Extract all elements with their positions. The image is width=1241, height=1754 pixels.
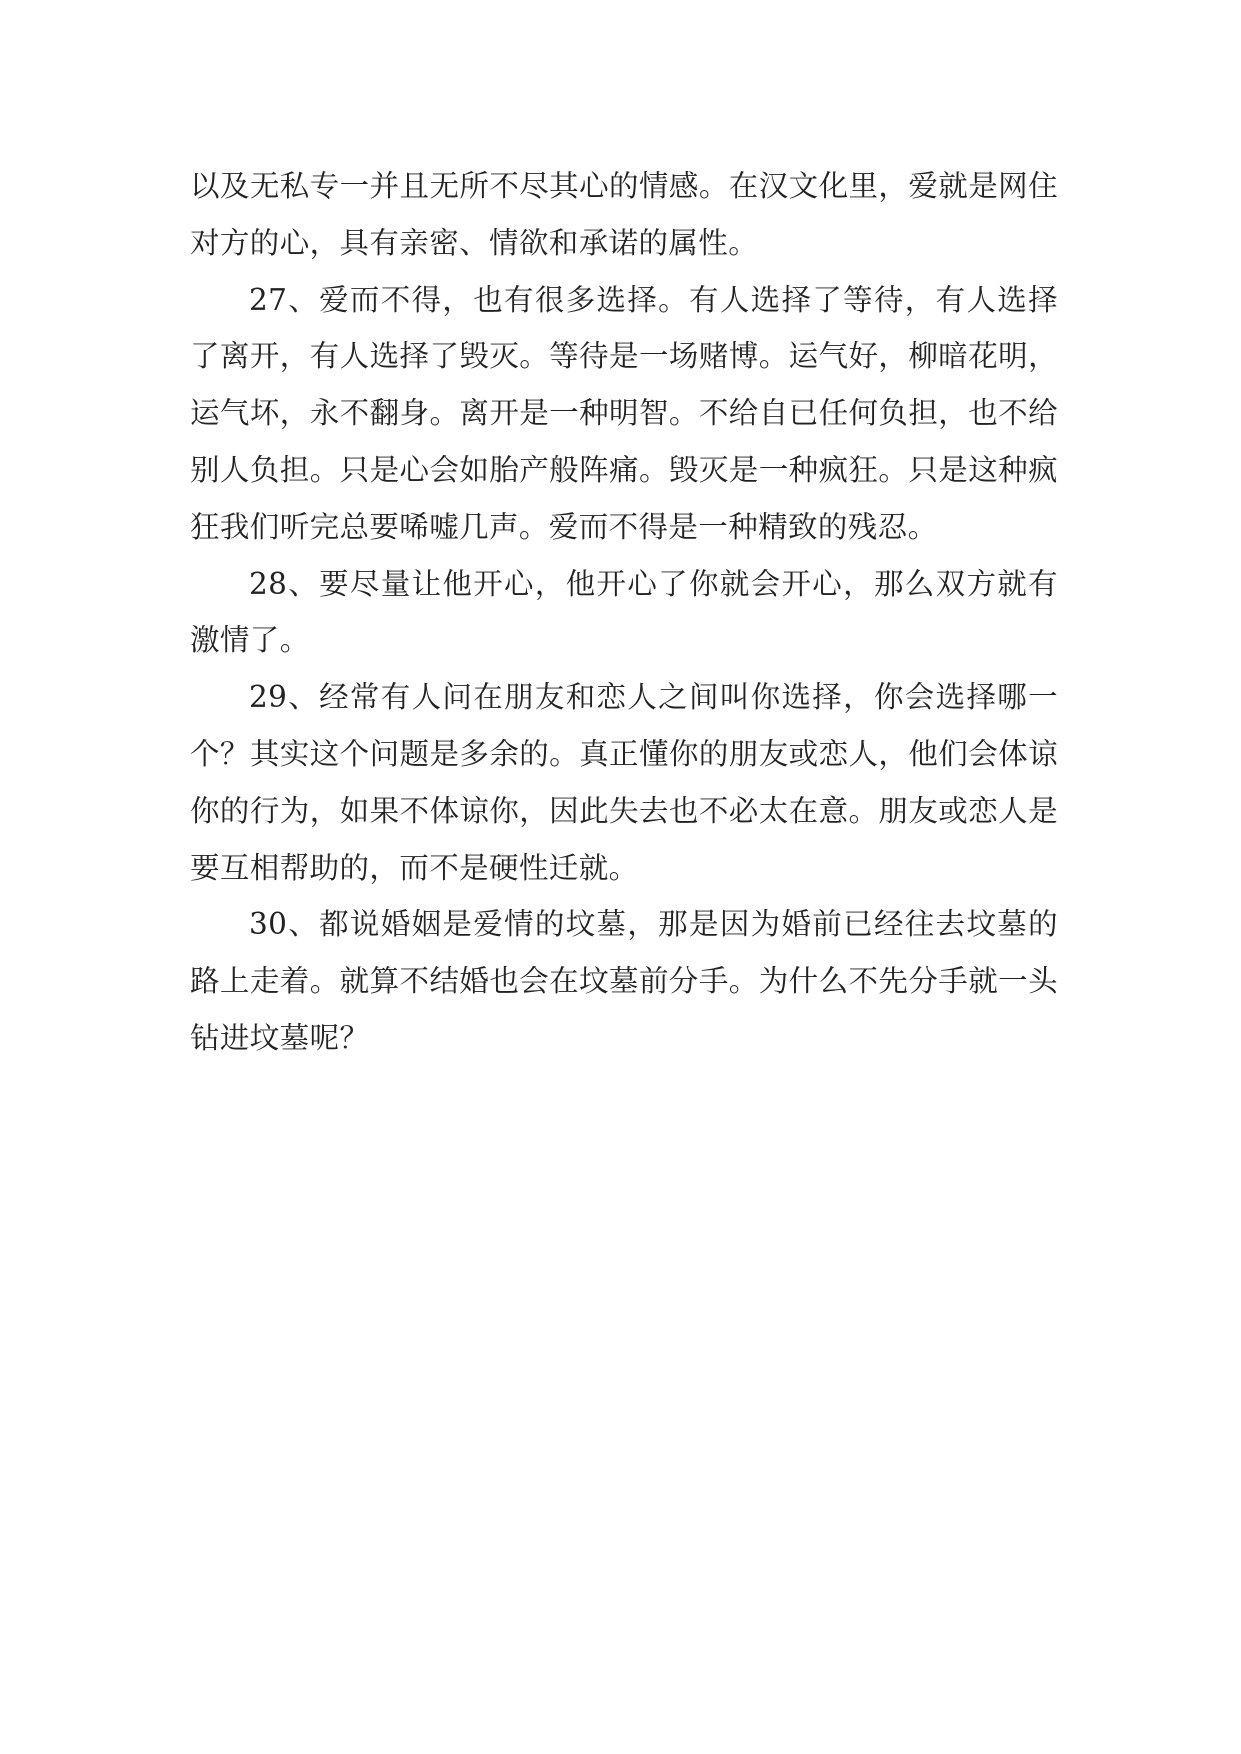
paragraph-continuation: 以及无私专一并且无所不尽其心的情感。在汉文化里，爱就是网住对方的心，具有亲密、情欲和承诺的属性。 bbox=[190, 169, 1058, 260]
paragraph-item-29: 29、经常有人问在朋友和恋人之间叫你选择，你会选择哪一个？其实这个问题是多余的。真正懂你的朋友或恋人，他们会体谅你的行为，如果不体谅你，因此失去也不必太在意。朋友或恋人是要互相帮助的，而不是硬性迁就。 bbox=[190, 680, 1058, 885]
paragraph-item-27: 27、爱而不得，也有很多选择。有人选择了等待，有人选择了离开，有人选择了毁灭。等待是一场赌博。运气好，柳暗花明，运气坏，永不翻身。离开是一种明智。不给自已任何负担，也不给别人负担。只是心会如胎产般阵痛。毁灭是一种疯狂。只是这种疯狂我们听完总要唏嘘几声。爱而不得是一种精致的残忍。 bbox=[190, 282, 1058, 544]
paragraph-item-30: 30、都说婚姻是爱情的坟墓，那是因为婚前已经往去坟墓的路上走着。就算不结婚也会在坟墓前分手。为什么不先分手就一头钻进坟墓呢？ bbox=[190, 907, 1058, 1055]
document-body bbox=[190, 158, 1058, 1067]
paragraph-item-28: 28、要尽量让他开心，他开心了你就会开心，那么双方就有激情了。 bbox=[190, 566, 1058, 658]
